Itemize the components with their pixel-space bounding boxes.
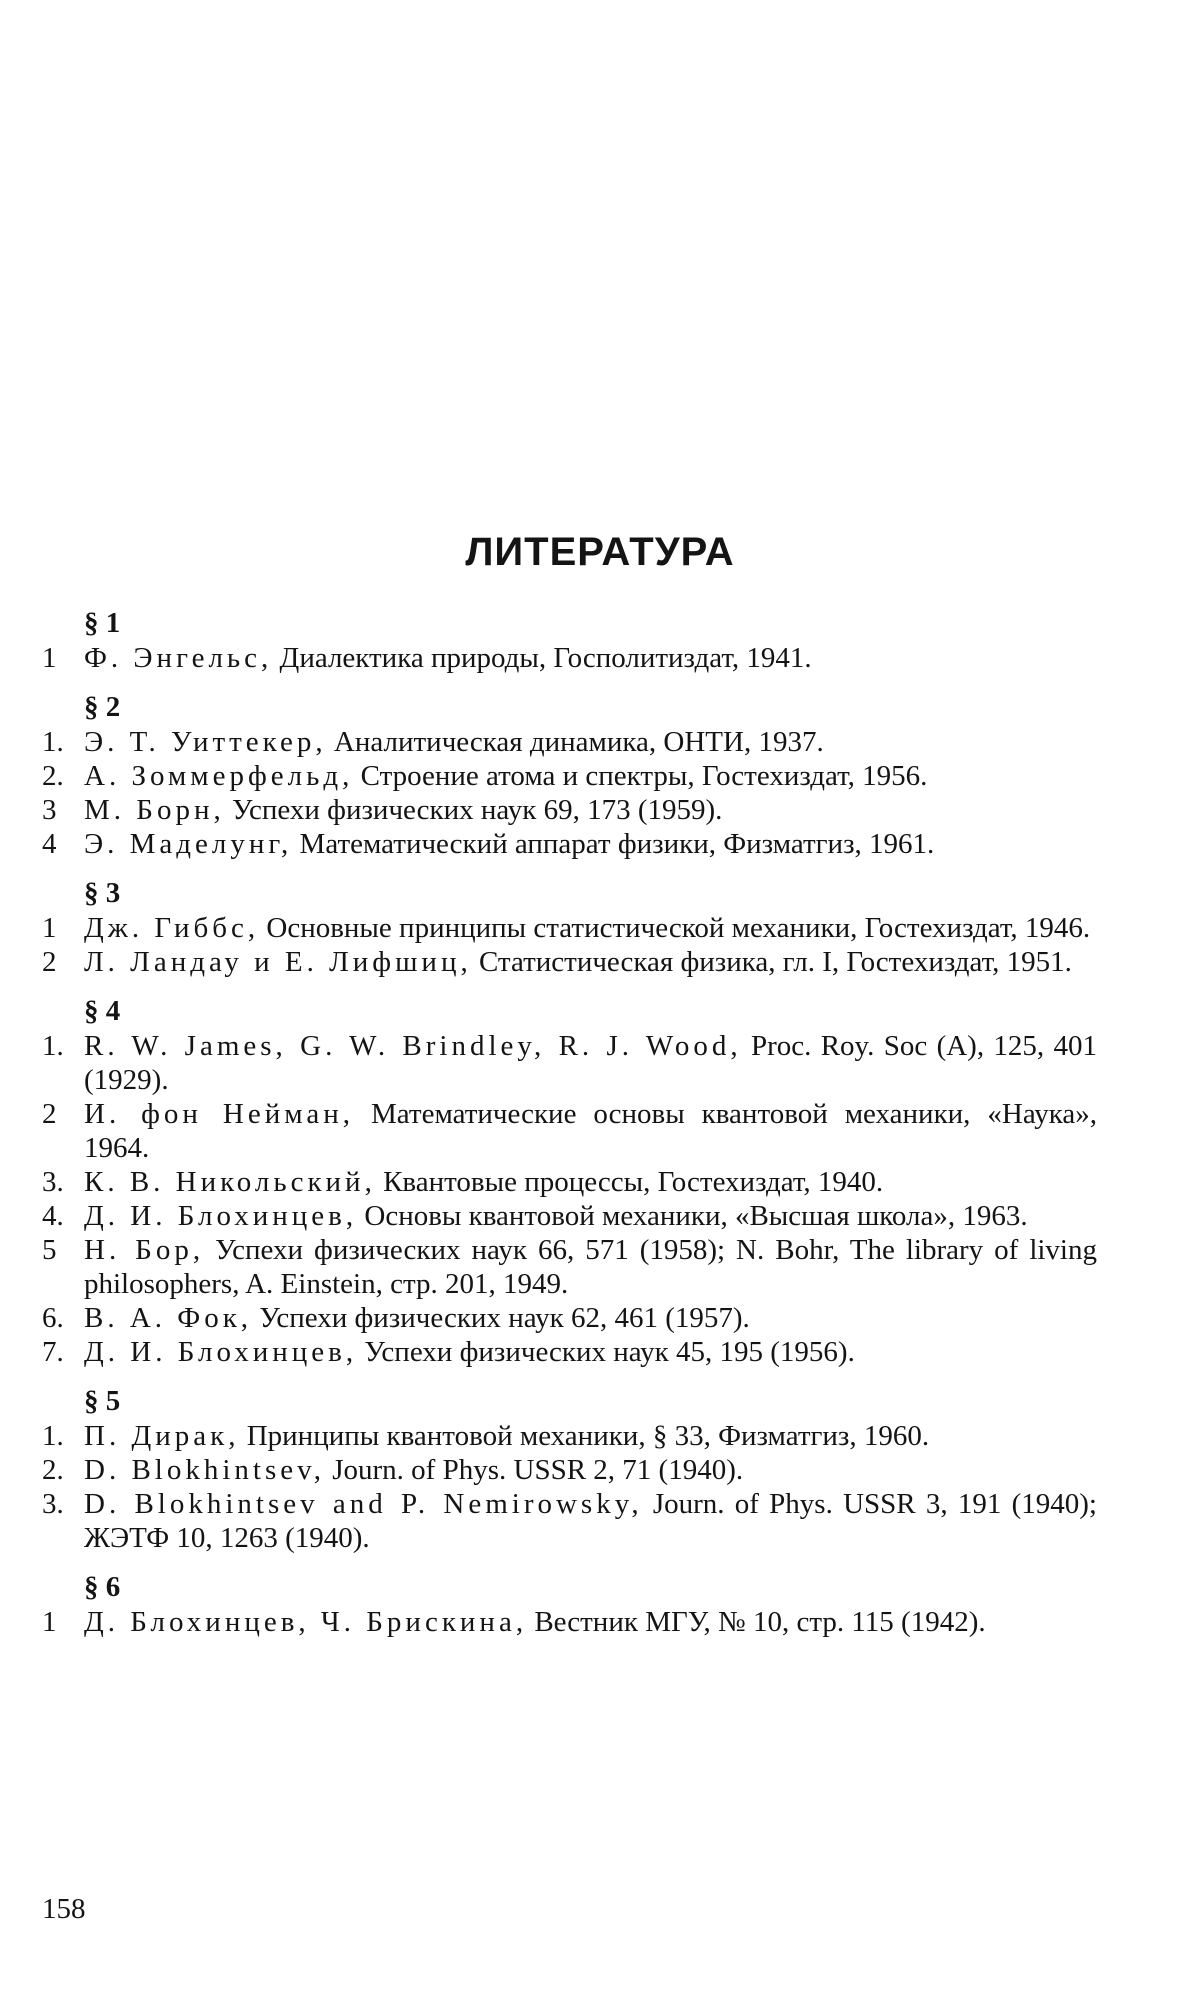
reference-author: П. Дирак, [84, 1420, 240, 1452]
reference-details: Успехи физических наук 69, 173 (1959). [224, 794, 723, 826]
reference-entry [42, 725, 1097, 759]
page-number: 158 [42, 1893, 86, 1925]
reference-author: R. W. James, G. W. Brindley, R. J. Wood, [84, 1030, 742, 1062]
reference-text [84, 1165, 1097, 1199]
reference-author: Н. Бор, [84, 1234, 205, 1266]
reference-text [84, 1233, 1097, 1301]
reference-author: Э. Маделунг, [84, 828, 293, 860]
section [42, 605, 1097, 675]
reference-number: 2 [42, 946, 57, 978]
reference-details: Journ. of Phys. USSR 2, 71 (1940). [324, 1454, 744, 1486]
reference-text [84, 725, 1097, 759]
section [42, 689, 1097, 861]
reference-entry [42, 1029, 1097, 1097]
reference-author: И. фон Нейман, [84, 1098, 355, 1130]
reference-author: Д. Блохинцев, Ч. Брискина, [84, 1606, 528, 1638]
reference-text [84, 1605, 1097, 1639]
reference-number: 7. [42, 1336, 64, 1368]
reference-entry [42, 759, 1097, 793]
reference-number: 2 [42, 1098, 57, 1130]
reference-entry [42, 1335, 1097, 1369]
reference-details: Успехи физических наук 45, 195 (1956). [357, 1336, 855, 1368]
reference-details: Квантовые процессы, Гостехиздат, 1940. [375, 1166, 884, 1198]
reference-number: 1. [42, 1030, 64, 1062]
reference-author: Д. И. Блохинцев, [84, 1200, 358, 1232]
reference-entry [42, 1453, 1097, 1487]
reference-author: Дж. Гиббс, [84, 912, 260, 944]
reference-details: Успехи физических наук 66, 571 (1958); N. Bohr, The library of living philosophers, A. Einstein, стр. 201, 1949. [84, 1234, 1097, 1300]
reference-number: 5 [42, 1234, 57, 1266]
reference-number: 3. [42, 1166, 64, 1198]
bibliography [42, 605, 1097, 1653]
section-heading: § 4 [84, 995, 121, 1027]
reference-entry [42, 827, 1097, 861]
reference-number: 1 [42, 1606, 57, 1638]
reference-author: D. Blokhintsev and P. Nemirowsky, [84, 1488, 643, 1520]
section-heading: § 1 [84, 607, 121, 639]
reference-entry [42, 793, 1097, 827]
reference-details: Аналитическая динамика, ОНТИ, 1937. [326, 726, 824, 758]
reference-number: 1. [42, 1420, 64, 1452]
reference-entry [42, 1419, 1097, 1453]
reference-details: Статистическая физика, гл. I, Гостехиздат, 1951. [471, 946, 1072, 978]
reference-details: Основы квантовой механики, «Высшая школа», 1963. [357, 1200, 1028, 1232]
reference-author: Л. Ландау и Е. Лифшиц, [84, 946, 472, 978]
section-heading: § 6 [84, 1571, 121, 1603]
reference-details: Proc. Roy. Soc (A), 125, 401 (1929). [84, 1030, 1097, 1096]
reference-details: Journ. of Phys. USSR 3, 191 (1940); ЖЭТФ 10, 1263 (1940). [84, 1488, 1097, 1554]
reference-text [84, 945, 1097, 979]
section-heading: § 5 [84, 1385, 121, 1417]
reference-text [84, 1097, 1097, 1165]
section [42, 875, 1097, 979]
reference-text [84, 1199, 1097, 1233]
reference-text [84, 827, 1097, 861]
reference-entry [42, 641, 1097, 675]
reference-number: 1 [42, 642, 57, 674]
reference-text [84, 1301, 1097, 1335]
reference-author: D. Blokhintsev, [84, 1454, 325, 1486]
reference-entry [42, 911, 1097, 945]
reference-details: Основные принципы статистической механики, Гостехиздат, 1946. [259, 912, 1091, 944]
page-title: ЛИТЕРАТУРА [465, 530, 735, 574]
section [42, 1383, 1097, 1555]
reference-author: В. А. Фок, [84, 1302, 253, 1334]
section [42, 993, 1097, 1369]
reference-entry [42, 1487, 1097, 1555]
reference-details: Принципы квантовой механики, § 33, Физматгиз, 1960. [239, 1420, 930, 1452]
reference-text [84, 759, 1097, 793]
reference-author: К. В. Никольский, [84, 1166, 376, 1198]
reference-author: А. Зоммерфельд, [84, 760, 354, 792]
reference-author: Э. Т. Уиттекер, [84, 726, 327, 758]
reference-text [84, 793, 1097, 827]
reference-entry [42, 1199, 1097, 1233]
reference-number: 2. [42, 1454, 64, 1486]
reference-text [84, 1487, 1097, 1555]
reference-author: Д. И. Блохинцев, [84, 1336, 358, 1368]
reference-number: 1 [42, 912, 57, 944]
reference-details: Математический аппарат физики, Физматгиз, 1961. [292, 828, 935, 860]
reference-author: Ф. Энгельс, [84, 642, 273, 674]
reference-details: Успехи физических наук 62, 461 (1957). [252, 1302, 750, 1334]
reference-text [84, 1419, 1097, 1453]
reference-number: 4 [42, 828, 57, 860]
reference-details: Вестник МГУ, № 10, стр. 115 (1942). [527, 1606, 986, 1638]
reference-text [84, 1335, 1097, 1369]
reference-text [84, 1453, 1097, 1487]
reference-entry [42, 1605, 1097, 1639]
reference-number: 2. [42, 760, 64, 792]
reference-details: Строение атома и спектры, Гостехиздат, 1956. [353, 760, 928, 792]
reference-entry [42, 1233, 1097, 1301]
reference-details: Математические основы квантовой механики, «Наука», 1964. [84, 1098, 1097, 1164]
reference-entry [42, 1097, 1097, 1165]
reference-details: Диалектика природы, Госполитиздат, 1941. [272, 642, 812, 674]
reference-number: 6. [42, 1302, 64, 1334]
reference-entry [42, 945, 1097, 979]
reference-entry [42, 1301, 1097, 1335]
reference-number: 3 [42, 794, 57, 826]
reference-entry [42, 1165, 1097, 1199]
section-heading: § 3 [84, 877, 121, 909]
reference-number: 4. [42, 1200, 64, 1232]
section-heading: § 2 [84, 691, 121, 723]
reference-number: 1. [42, 726, 64, 758]
reference-text [84, 1029, 1097, 1097]
reference-author: М. Борн, [84, 794, 225, 826]
reference-number: 3. [42, 1488, 64, 1520]
reference-text [84, 911, 1097, 945]
reference-text [84, 641, 1097, 675]
section [42, 1569, 1097, 1639]
